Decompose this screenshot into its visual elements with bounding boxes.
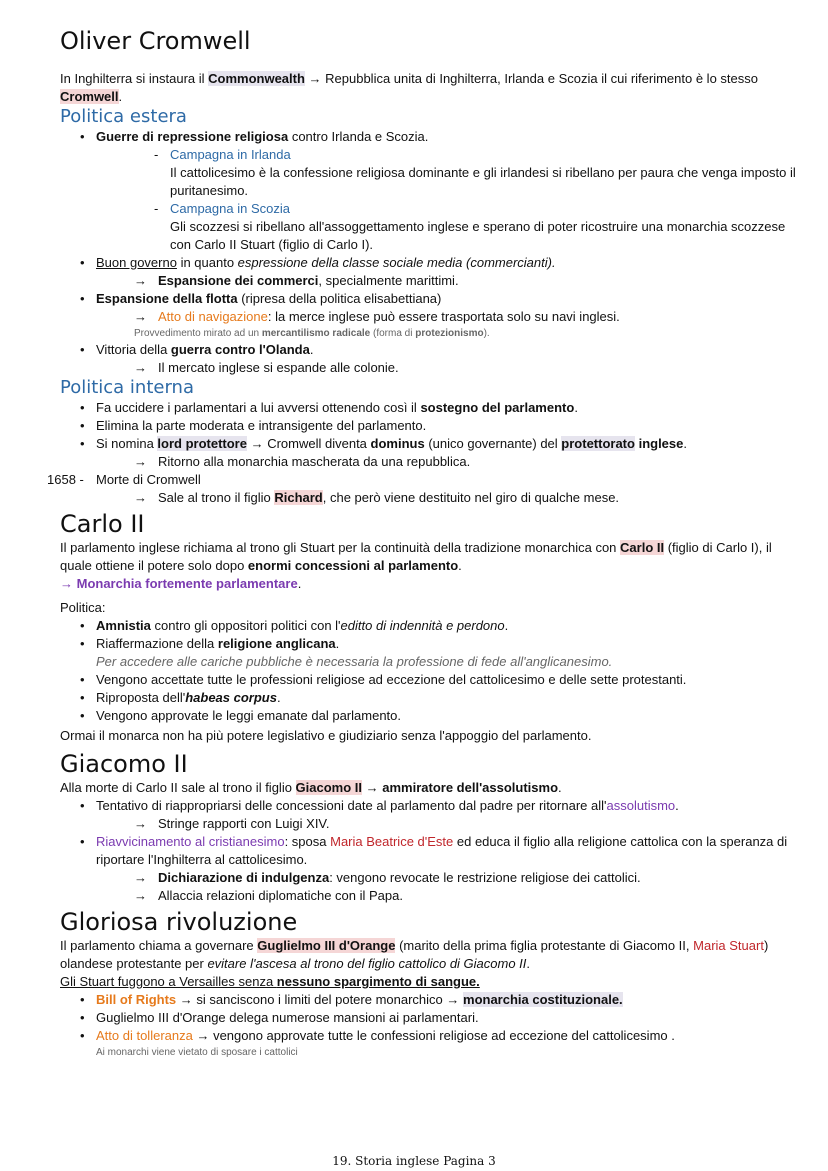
list-item: → Atto di navigazione: la merce inglese può essere trasportata solo su navi inglesi. [134,309,620,324]
list-item: • Atto di tolleranza → vengono approvate tutte le confessioni religiose ad eccezione del cattolicesimo . Ai monarchi viene vietato di sposare i cattolici [96,1027,800,1060]
list-item: • Guglielmo III d'Orange delega numerose mansioni ai parlamentari. [96,1009,800,1027]
carlo-monarchia: → Monarchia fortemente parlamentare. [60,576,302,591]
list-item: → Dichiarazione di indulgenza: vengono revocate le restrizione religiose dei cattolici. [134,870,641,885]
list-item: Il cattolicesimo è la confessione religiosa dominante e gli irlandesi si ribellano per paura che venga imposto il puritanesimo. [170,165,796,198]
death-text: Morte di Cromwell [96,472,201,487]
list-item: • Amnistia contro gli oppositori politici con l'editto di indennità e perdono. [96,617,800,635]
list-item: • Bill of Rights → si sanciscono i limiti del potere monarchico → monarchia costituzionale. [96,991,800,1009]
title-giacomo-ii: Giacomo II [60,750,188,778]
list-item: → Sale al trono il figlio Richard, che però viene destituito nel giro di qualche mese. [134,490,620,505]
carlo-closing: Ormai il monarca non ha più potere legislativo e giudiziario senza l'appoggio del parlamento. [60,728,592,743]
list-note: Provvedimento mirato ad un mercantilismo radicale (forma di protezionismo). [134,328,490,339]
list-item: • Elimina la parte moderata e intransigente del parlamento. [96,417,800,435]
gloriosa-stuart-line: Gli Stuart fuggono a Versailles senza nessuno spargimento di sangue. [60,974,480,989]
list-item: Gli scozzesi si ribellano all'assoggettamento inglese e sperano di poter ricostruire una monarchia scozzese con Carlo II Stuart (figlio di Carlo I). [170,219,786,252]
list-item: • Espansione della flotta (ripresa della politica elisabettiana) → Atto di navigazione: la merce inglese può essere trasportata solo su navi inglesi. Provvedimento mirato ad un mercantilismo radicale (forma di protezionismo). [96,290,800,341]
heading-politica-estera: Politica estera [60,106,187,127]
year-label: 1658 - [47,472,84,487]
death-entry [47,471,800,507]
carlo-paragraph: Il parlamento inglese richiama al trono gli Stuart per la continuità della tradizione monarchica con Carlo II (figlio di Carlo I), il quale ottiene il potere solo dopo enormi concessioni al parlamento. [60,540,772,573]
gloriosa-list [60,991,800,1060]
title-gloriosa-rivoluzione: Gloriosa rivoluzione [60,908,298,936]
list-item: → Espansione dei commerci, specialmente marittimi. [134,273,459,288]
list-item: • Si nomina lord protettore → Cromwell diventa dominus (unico governante) del protettorato inglese. → Ritorno alla monarchia mascherata da una repubblica. [96,435,800,471]
title-carlo-ii: Carlo II [60,510,145,538]
list-item: • Tentativo di riappropriarsi delle concessioni date al parlamento dal padre per ritornare all'assolutismo. → Stringe rapporti con Luigi XIV. [96,797,800,833]
list-item: • Guerre di repressione religiosa contro Irlanda e Scozia. - Campagna in Irlanda Il cattolicesimo è la confessione religiosa dominante e gli irlandesi si ribellano per paura che venga imposto il puritanesimo. - Campagna in Scozia Gli scozzesi si ribellano all'assoggettamento inglese e sperano di poter ricostruire una monarchia scozzese con Carlo II Stuart (figlio di Carlo I). [96,128,800,254]
page-content [47,0,800,1060]
gloriosa-paragraph: Il parlamento chiama a governare Guglielmo III d'Orange (marito della prima figlia protestante di Giacomo II, Maria Stuart) olandese protestante per evitare l'ascesa al trono del figlio cattolico di Giacomo II. [60,938,769,971]
giacomo-list [60,797,800,905]
title-oliver-cromwell: Oliver Cromwell [60,27,251,55]
list-item: • Vengono approvate le leggi emanate dal parlamento. [96,707,800,725]
carlo-politica-label: Politica: [60,600,106,615]
interna-list [60,399,800,471]
list-item: - Campagna in Scozia [96,200,800,218]
carlo-list [60,617,800,725]
estera-list [60,128,800,377]
heading-politica-interna: Politica interna [60,377,194,398]
list-item: - Campagna in Irlanda [96,146,800,164]
giacomo-paragraph: Alla morte di Carlo II sale al trono il figlio Giacomo II → ammiratore dell'assolutismo. [60,780,562,795]
list-item: → Ritorno alla monarchia mascherata da una repubblica. [134,454,471,469]
list-note: Ai monarchi viene vietato di sposare i cattolici [96,1047,298,1058]
list-item: → Allaccia relazioni diplomatiche con il Papa. [134,888,403,903]
list-item: → Il mercato inglese si espande alle colonie. [134,360,399,375]
list-item: • Vengono accettate tutte le professioni religiose ad eccezione del cattolicesimo e delle sette protestanti. [96,671,800,689]
list-item: → Stringe rapporti con Luigi XIV. [134,816,330,831]
list-item: • Riaffermazione della religione anglicana. Per accedere alle cariche pubbliche è necessaria la professione di fede all'anglicanesimo. [96,635,800,671]
list-item: • Buon governo in quanto espressione della classe sociale media (commercianti). → Espansione dei commerci, specialmente marittimi. [96,254,800,290]
list-item: • Vittoria della guerra contro l'Olanda. → Il mercato inglese si espande alle colonie. [96,341,800,377]
intro-paragraph: In Inghilterra si instaura il Commonwealth → Repubblica unita di Inghilterra, Irlanda e Scozia il cui riferimento è lo stesso Cromwell. [60,71,758,104]
list-note: Per accedere alle cariche pubbliche è necessaria la professione di fede all'anglicanesimo. [96,654,613,669]
list-item: • Fa uccidere i parlamentari a lui avversi ottenendo così il sostegno del parlamento. [96,399,800,417]
list-item: • Riavvicinamento al cristianesimo: sposa Maria Beatrice d'Este ed educa il figlio alla religione cattolica con la speranza di riportare l'Inghilterra al cattolicesimo. → Dichiarazione di indulgenza: vengono revocate le restrizione religiose dei cattolici. → Allaccia relazioni diplomatiche con il Papa. [96,833,800,905]
page-footer: 19. Storia inglese Pagina 3 [332,1154,496,1168]
list-item: • Riproposta dell'habeas corpus. [96,689,800,707]
